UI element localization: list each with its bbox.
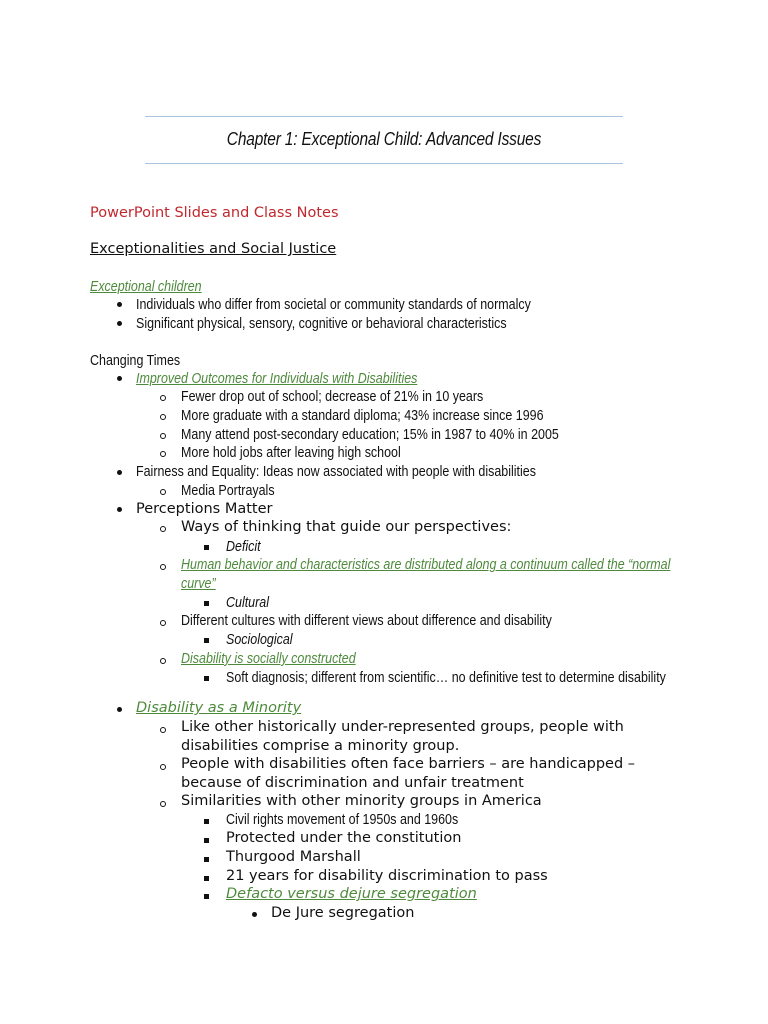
list-item: Perceptions Matter [136,501,273,517]
circle-bullet-icon [160,620,166,626]
circle-bullet-icon [160,451,166,457]
list-item-continued: disabilities comprise a minority group. [181,738,460,754]
title-top-rule [145,116,623,117]
bullet-icon [117,707,122,712]
list-item: Individuals who differ from societal or community standards of normalcy [136,297,531,313]
list-item: Soft diagnosis; different from scientific… no definitive test to determine disability [226,670,666,686]
bullet-icon [252,912,257,917]
square-bullet-icon [204,545,209,550]
normal-curve-link-continued[interactable]: curve” [181,576,216,592]
square-bullet-icon [204,894,209,899]
circle-bullet-icon [160,395,166,401]
exceptional-children-link[interactable]: Exceptional children [90,279,202,295]
square-bullet-icon [204,819,209,824]
square-bullet-icon [204,638,209,643]
list-item: Significant physical, sensory, cognitive or behavioral characteristics [136,316,507,332]
list-item: Media Portrayals [181,483,275,499]
title-bottom-rule [145,163,623,164]
circle-bullet-icon [160,414,166,420]
list-item: 21 years for disability discrimination to pass [226,868,548,884]
list-item: Fewer drop out of school; decrease of 21% in 10 years [181,389,484,405]
list-item: People with disabilities often face barriers – are handicapped – [181,756,636,772]
circle-bullet-icon [160,764,166,770]
bullet-icon [117,470,122,475]
list-item: Cultural [226,595,269,611]
list-item: Fairness and Equality: Ideas now associated with people with disabilities [136,464,536,480]
bullet-icon [117,507,122,512]
improved-outcomes-link[interactable]: Improved Outcomes for Individuals with Disabilities [136,371,418,387]
circle-bullet-icon [160,727,166,733]
circle-bullet-icon [160,564,166,570]
list-item: Similarities with other minority groups in America [181,793,542,809]
page-title: Chapter 1: Exceptional Child: Advanced Issues [226,129,542,149]
defacto-dejure-link[interactable]: Defacto versus dejure segregation [226,886,477,902]
circle-bullet-icon [160,433,166,439]
square-bullet-icon [204,676,209,681]
section-subheading: Exceptionalities and Social Justice [90,241,337,257]
list-item: Protected under the constitution [226,830,462,846]
disability-minority-link[interactable]: Disability as a Minority [136,700,302,716]
changing-times-label: Changing Times [90,353,181,369]
bullet-icon [117,321,122,326]
square-bullet-icon [204,601,209,606]
circle-bullet-icon [160,658,166,664]
circle-bullet-icon [160,801,166,807]
list-item: More graduate with a standard diploma; 43% increase since 1996 [181,408,544,424]
square-bullet-icon [204,857,209,862]
bullet-icon [117,302,122,307]
circle-bullet-icon [160,526,166,532]
socially-constructed-link[interactable]: Disability is socially constructed [181,651,356,667]
list-item: Ways of thinking that guide our perspectives: [181,519,512,535]
list-item: Civil rights movement of 1950s and 1960s [226,812,459,828]
square-bullet-icon [204,838,209,843]
square-bullet-icon [204,876,209,881]
list-item: Like other historically under-represented groups, people with [181,719,624,735]
section-heading: PowerPoint Slides and Class Notes [90,205,339,221]
list-item: De Jure segregation [271,905,415,921]
list-item: Deficit [226,539,261,555]
bullet-icon [117,376,122,381]
normal-curve-link[interactable]: Human behavior and characteristics are distributed along a continuum called the “normal [181,557,671,573]
list-item: Many attend post-secondary education; 15% in 1987 to 40% in 2005 [181,427,559,443]
list-item: More hold jobs after leaving high school [181,445,401,461]
list-item: Sociological [226,632,293,648]
list-item: Different cultures with different views about difference and disability [181,613,552,629]
circle-bullet-icon [160,489,166,495]
list-item-continued: because of discrimination and unfair treatment [181,775,524,791]
list-item: Thurgood Marshall [226,849,361,865]
